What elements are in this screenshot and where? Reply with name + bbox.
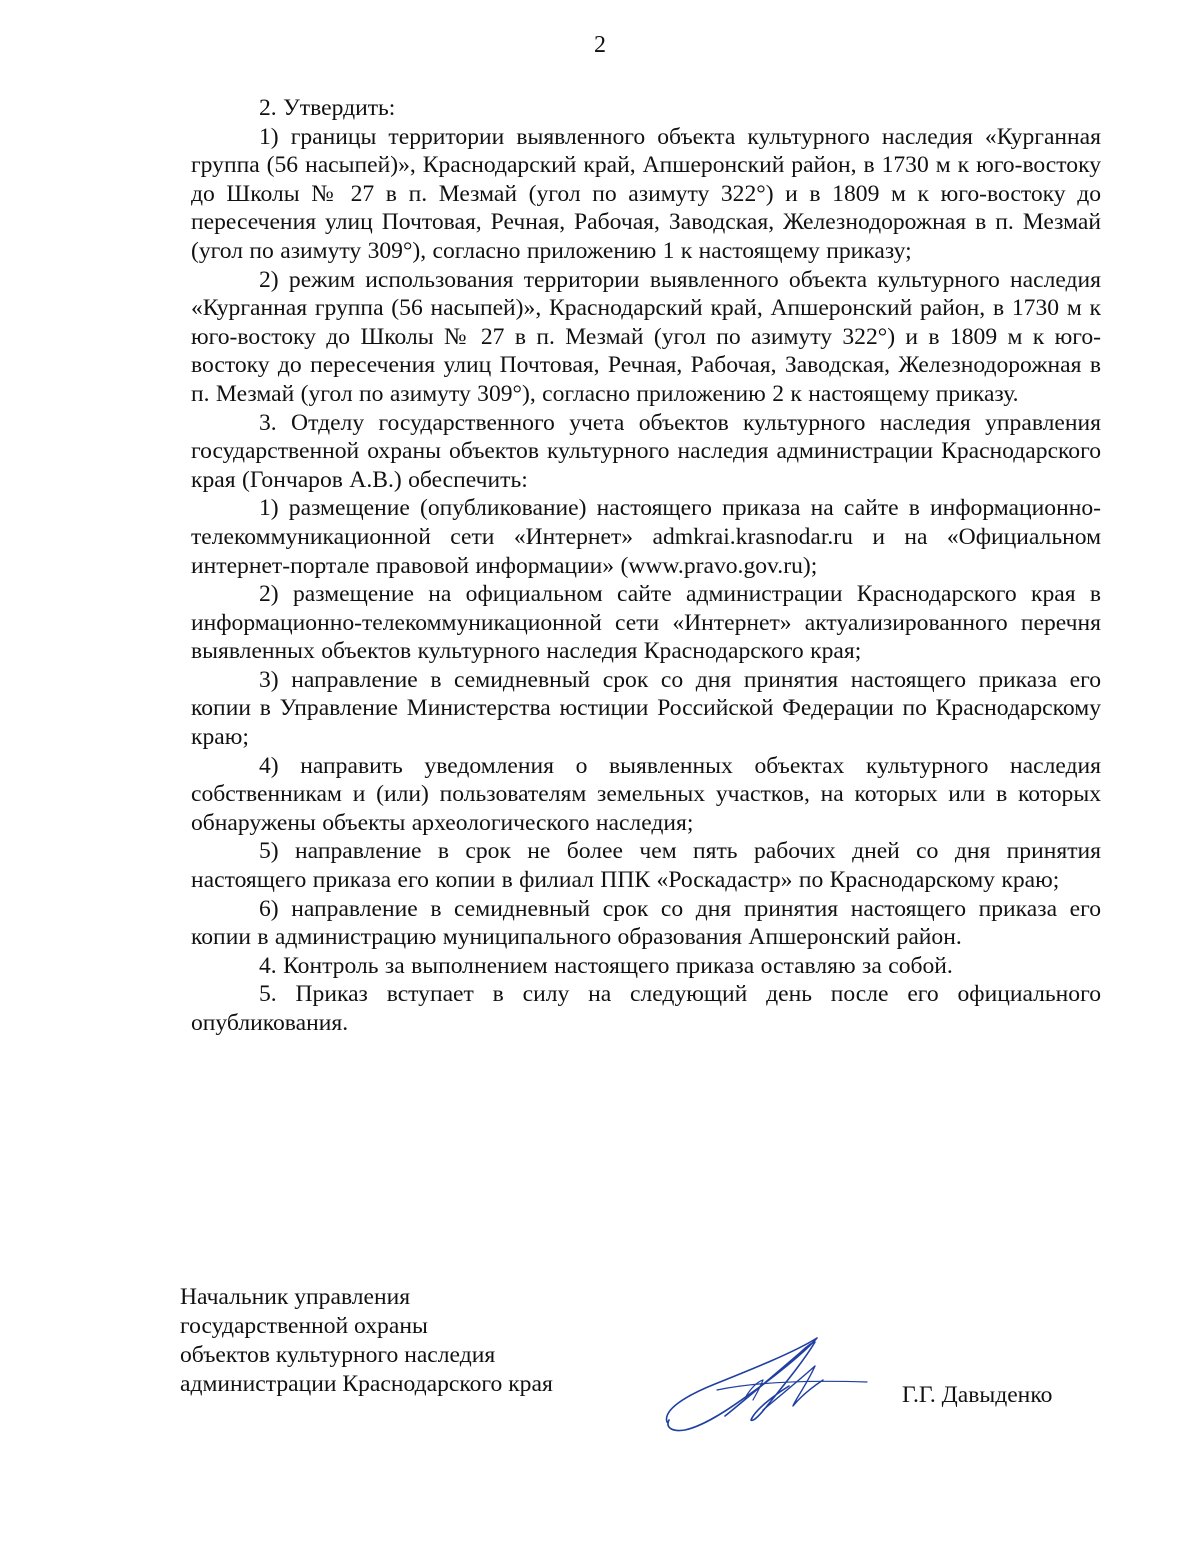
- signatory-title-line: администрации Краснодарского края: [180, 1371, 553, 1397]
- paragraph-municipality-copy: 6) направление в семидневный срок со дня принятия настоящего приказа его копии в администрацию муниципального образования Апшеронский район.: [191, 895, 1101, 951]
- paragraph-control: 4. Контроль за выполнением настоящего приказа оставляю за собой.: [259, 952, 953, 979]
- handwritten-signature: [655, 1330, 870, 1435]
- paragraph-ministry-copy: 3) направление в семидневный срок со дня принятия настоящего приказа его копии в Управление Министерства юстиции Российской Федерации по Краснодарскому краю;: [191, 666, 1101, 751]
- paragraph-effective-date: 5. Приказ вступает в силу на следующий день после его официального опубликования.: [191, 981, 1101, 1036]
- signatory-title: [180, 1283, 553, 1399]
- signatory-name: Г.Г. Давыденко: [902, 1382, 1053, 1408]
- paragraph-publication: 1) размещение (опубликование) настоящего приказа на сайте в информационно-телекоммуникационной сети «Интернет» admkrai.krasnodar.ru и на «Официальном интернет-портале правовой информации» (www.pravo.gov.ru);: [191, 495, 1101, 579]
- page-number: 2: [594, 32, 606, 58]
- paragraph-approve-regime: 2) режим использования территории выявленного объекта культурного наследия «Курганная группа (56 насыпей)», Краснодарский край, Апшеронский район, в 1730 м к юго-востоку до Школы № 27 в п. Мезмай (угол по азимуту 322°) и в 1809 м к юго-востоку до пересечения улиц Почтовая, Речная, Рабочая, Заводская, Железнодорожная в п. Мезмай (угол по азимуту 309°), согласно приложению 2 к настоящему приказу.: [191, 266, 1101, 407]
- paragraph-approve-boundaries: 1) границы территории выявленного объекта культурного наследия «Курганная группа (56 насыпей)», Краснодарский край, Апшеронский район, в 1730 м к юго-востоку до Школы № 27 в п. Мезмай (угол по азимуту 322°) и в 1809 м к юго-востоку до пересечения улиц Почтовая, Речная, Рабочая, Заводская, Железнодорожная в п. Мезмай (угол по азимуту 309°), согласно приложению 1 к настоящему приказу;: [191, 123, 1101, 264]
- signatory-title-line: Начальник управления: [180, 1284, 411, 1310]
- paragraph-department-ensure: 3. Отделу государственного учета объектов культурного наследия управления государственной охраны объектов культурного наследия администрации Краснодарского края (Гончаров А.В.) обеспечить:: [191, 409, 1101, 493]
- paragraph-cadastre-copy: 5) направление в срок не более чем пять рабочих дней со дня принятия настоящего приказа его копии в филиал ППК «Роскадастр» по Краснодарскому краю;: [191, 838, 1101, 894]
- paragraph-owner-notification: 4) направить уведомления о выявленных объектах культурного наследия собственникам и (или) пользователям земельных участков, на которых или в которых обнаружены объекты археологического наследия;: [191, 752, 1101, 836]
- paragraph-approve: 2. Утвердить:: [259, 95, 396, 121]
- document-body: [191, 94, 1101, 1038]
- signatory-title-line: государственной охраны: [180, 1313, 428, 1339]
- paragraph-site-placement: 2) размещение на официальном сайте администрации Краснодарского края в информационно-телекоммуникационной сети «Интернет» актуализированного перечня выявленных объектов культурного наследия Краснодарского края;: [191, 581, 1101, 665]
- signatory-title-line: объектов культурного наследия: [180, 1342, 496, 1368]
